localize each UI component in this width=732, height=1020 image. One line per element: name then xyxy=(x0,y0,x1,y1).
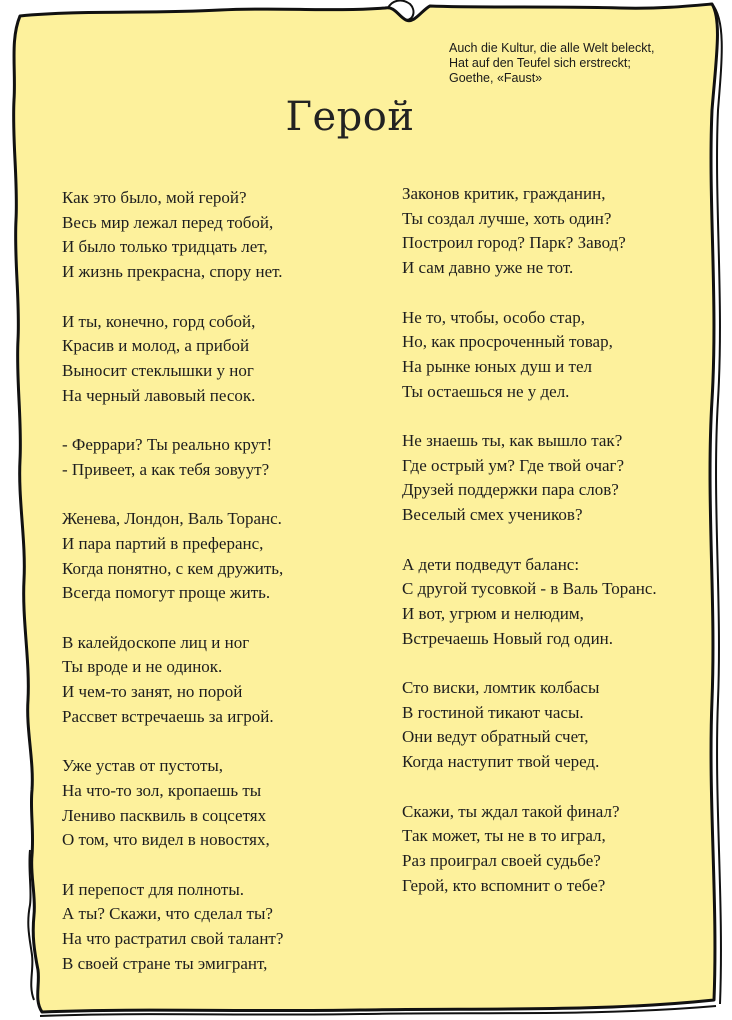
poem-line: А дети подведут баланс: xyxy=(402,554,580,574)
poem-line: Уже устав от пустоты, xyxy=(62,756,224,776)
poem-line: Они ведут обратный счет, xyxy=(402,727,589,747)
poem-line: И сам давно уже не тот. xyxy=(402,258,574,278)
poem-line: Но, как просроченный товар, xyxy=(402,332,613,352)
poem-line: Всегда помогут проще жить. xyxy=(62,583,271,603)
poem-line: - Привеет, а как тебя зовуут? xyxy=(62,459,270,479)
stanza xyxy=(62,433,382,482)
poem-column-right xyxy=(402,182,702,898)
epigraph-line: Hat auf den Teufel sich erstreckt; xyxy=(449,56,631,70)
poem-line: На что-то зол, кропаешь ты xyxy=(62,780,262,800)
poem-line: И перепост для полноты. xyxy=(62,879,244,899)
poem-line: На черный лавовый песок. xyxy=(62,385,256,405)
poem-line: В своей стране ты эмигрант, xyxy=(62,953,268,973)
stanza xyxy=(402,306,702,405)
stanza xyxy=(62,507,382,606)
poem-line: Скажи, ты ждал такой финал? xyxy=(402,801,620,821)
poem-line: И ты, конечно, горд собой, xyxy=(62,311,256,331)
poem-line: На что растратил свой талант? xyxy=(62,929,284,948)
stanza xyxy=(402,800,702,899)
poem-line: И вот, угрюм и нелюдим, xyxy=(402,603,584,623)
poem-line: Где острый ум? Где твой очаг? xyxy=(402,455,625,475)
poem-line: Красив и молод, а прибой xyxy=(62,336,250,356)
poem-line: Весь мир лежал перед тобой, xyxy=(62,212,274,232)
poem-line: О том, что видел в новостях, xyxy=(62,830,270,850)
poem-line: В калейдоскопе лиц и ног xyxy=(62,632,250,652)
stanza xyxy=(402,553,702,652)
poem-line: Законов критик, гражданин, xyxy=(402,184,606,203)
poem-line: В гостиной тикают часы. xyxy=(402,702,584,722)
stanza xyxy=(402,182,702,281)
stanza xyxy=(62,754,382,853)
poem-line: С другой тусовкой - в Валь Торанс. xyxy=(402,579,657,599)
poem-line: Женева, Лондон, Валь Торанс. xyxy=(62,509,282,529)
poem-line: Веселый смех учеников? xyxy=(402,505,583,525)
stanza xyxy=(62,186,382,285)
epigraph xyxy=(449,41,719,86)
poem-line: Когда наступит твой черед. xyxy=(402,752,600,772)
stanza xyxy=(402,429,702,528)
poem-line: Герой, кто вспомнит о тебе? xyxy=(402,875,606,895)
poem-line: И было только тридцать лет, xyxy=(62,237,268,257)
poem-line: И чем-то занят, но порой xyxy=(62,682,243,701)
poem-column-left xyxy=(62,186,382,976)
poem-line: - Феррари? Ты реально крут! xyxy=(62,435,273,454)
poem-line: Построил город? Парк? Завод? xyxy=(402,233,626,253)
epigraph-attribution: Goethe, «Faust» xyxy=(449,71,543,85)
stanza xyxy=(62,631,382,730)
poem-line: Не знаешь ты, как вышло так? xyxy=(402,431,623,450)
poem-line: Встречаешь Новый год один. xyxy=(402,628,614,648)
poem-line: И жизнь прекрасна, спору нет. xyxy=(62,262,283,282)
epigraph-line: Auch die Kultur, die alle Welt beleckt, xyxy=(449,41,655,55)
poem-line: Ты создал лучше, хоть один? xyxy=(402,208,612,228)
poem-line: Лениво пасквиль в соцсетях xyxy=(62,805,267,825)
poem-line: А ты? Скажи, что сделал ты? xyxy=(62,904,273,924)
poem-line: Так может, ты не в то играл, xyxy=(402,826,606,846)
stanza xyxy=(62,310,382,409)
poem-line: Как это было, мой герой? xyxy=(62,188,247,207)
poem-line: Ты остаешься не у дел. xyxy=(402,381,570,401)
stanza xyxy=(402,676,702,775)
poem-title: Герой xyxy=(285,94,415,140)
poem-line: Не то, чтобы, особо стар, xyxy=(402,307,585,327)
poem-line: Сто виски, ломтик колбасы xyxy=(402,678,600,697)
poem-line: Когда понятно, с кем дружить, xyxy=(62,558,284,578)
poem-line: На рынке юных душ и тел xyxy=(402,356,592,376)
poem-line: Выносит стеклышки у ног xyxy=(62,360,254,380)
poem-line: Раз проиграл своей судьбе? xyxy=(402,850,601,870)
poem-line: Ты вроде и не одинок. xyxy=(62,657,223,677)
stanza xyxy=(62,878,382,977)
poem-line: Друзей поддержки пара слов? xyxy=(402,480,619,500)
poem-line: И пара партий в преферанс, xyxy=(62,533,264,553)
poem-line: Рассвет встречаешь за игрой. xyxy=(62,706,274,726)
